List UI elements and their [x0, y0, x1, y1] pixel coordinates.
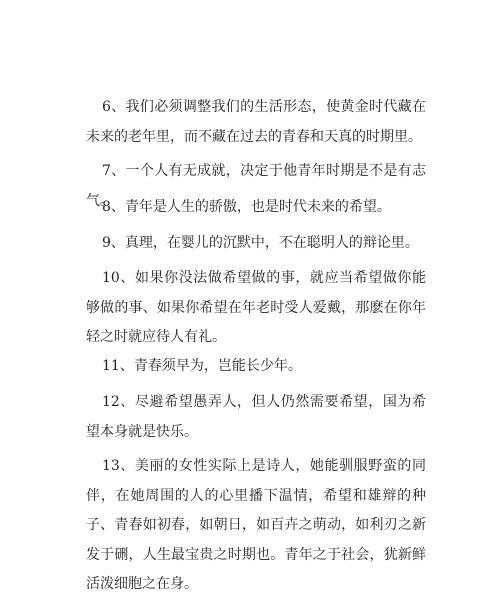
paragraph-11: 11、青春须早为，岂能长少年。 — [102, 358, 302, 374]
paragraph-8: 8、青年是人生的骄傲，也是时代未来的希望。 — [102, 199, 391, 215]
paragraph-7: 7、一个人有无成就，决定于他青年时期是不是有志气。 — [86, 163, 426, 209]
paragraph-12: 12、尽避希望愚弄人，但人仍然需要希望，国为希望本身就是快乐。 — [86, 394, 426, 440]
paragraph-10: 10、如果你没法做希望做的事，就应当希望做你能够做的事、如果你希望在年老时受人爱戴，那麽在你年轻之时就应待人有礼。 — [86, 270, 426, 345]
paragraph-6: 6、我们必须调整我们的生活形态，使黄金时代藏在未来的老年里，而不藏在过去的青春和天真的时期里。 — [86, 99, 426, 145]
paragraph-9: 9、真理，在婴儿的沉默中，不在聪明人的辩论里。 — [102, 235, 419, 251]
paragraph-13: 13、美丽的女性实际上是诗人，她能驯服野蛮的同伴，在她周围的人的心里播下温情，希望和雄辩的种子、青春如初春，如朝日，如百卉之萌动，如利刃之新发于硎，人生最宝贵之时期也。青年之于社会，犹新鲜活泼细胞之在身。 — [86, 458, 426, 592]
